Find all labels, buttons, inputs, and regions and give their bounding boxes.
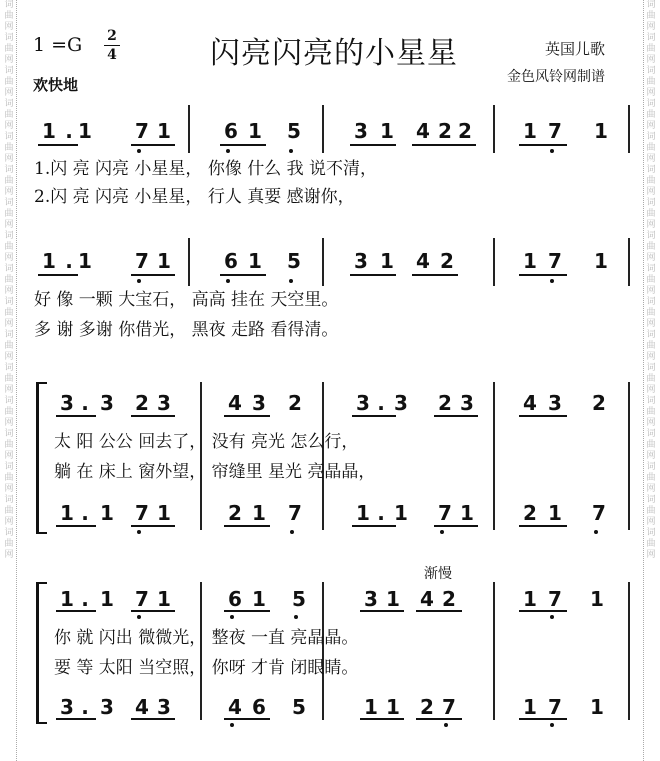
note: 3: [100, 695, 114, 719]
beam-underline: [416, 610, 462, 612]
barline: [322, 105, 324, 153]
watermark-glyph: 曲: [4, 44, 14, 54]
note: 7: [592, 501, 606, 525]
note: 6: [224, 119, 238, 143]
watermark-glyph: 曲: [4, 539, 14, 549]
lyrics-verse-2: 躺 在 床上 窗外望， 帘缝里 星光 亮晶晶，: [54, 462, 376, 482]
watermark-glyph: 曲: [646, 506, 656, 516]
beam-underline: [56, 610, 96, 612]
note: 7: [548, 249, 562, 273]
octave-dot-low: [550, 615, 554, 619]
beam-underline: [131, 415, 175, 417]
barline: [322, 582, 324, 720]
watermark-glyph: 词: [646, 363, 656, 373]
note: 1: [594, 249, 608, 273]
watermark-glyph: 曲: [4, 275, 14, 285]
octave-dot-low: [137, 615, 141, 619]
key-signature: 1 =G: [33, 34, 83, 56]
watermark-glyph: 曲: [646, 77, 656, 87]
watermark-glyph: 曲: [4, 176, 14, 186]
beam-underline: [416, 718, 462, 720]
watermark-glyph: 曲: [646, 242, 656, 252]
octave-dot-low: [230, 615, 234, 619]
watermark-glyph: 网: [4, 187, 14, 197]
octave-dot-low: [294, 615, 298, 619]
note: 1: [460, 501, 474, 525]
beam-underline: [56, 718, 96, 720]
note: 4: [416, 249, 430, 273]
beam-underline: [131, 274, 175, 276]
watermark-glyph: 词: [4, 165, 14, 175]
watermark-glyph: 词: [646, 0, 656, 10]
watermark-glyph: 曲: [646, 539, 656, 549]
watermark-glyph: 词: [4, 462, 14, 472]
lyrics-verse-2: 2.闪 亮 闪亮 小星星， 行人 真要 感谢你，: [34, 187, 355, 207]
barline: [493, 582, 495, 720]
watermark-glyph: 词: [4, 231, 14, 241]
note: 2: [592, 391, 606, 415]
note: 1: [78, 249, 92, 273]
note: 7: [288, 501, 302, 525]
octave-dot-low: [290, 530, 294, 534]
augmentation-dot: .: [81, 391, 89, 415]
watermark-glyph: 词: [4, 66, 14, 76]
note: 6: [228, 587, 242, 611]
note: 4: [416, 119, 430, 143]
watermark-glyph: 曲: [646, 308, 656, 318]
watermark-glyph: 网: [646, 418, 656, 428]
watermark-glyph: 网: [4, 550, 14, 560]
watermark-glyph: 网: [4, 154, 14, 164]
watermark-glyph: 词: [646, 396, 656, 406]
watermark-glyph: 曲: [646, 440, 656, 450]
lyrics-verse-1: 1.闪 亮 闪亮 小星星， 你像 什么 我 说不清，: [34, 159, 378, 179]
beam-underline: [519, 274, 567, 276]
watermark-glyph: 曲: [4, 110, 14, 120]
beam-underline: [412, 274, 458, 276]
beam-underline: [131, 525, 175, 527]
composer: 英国儿歌: [545, 40, 606, 58]
watermark-glyph: 网: [646, 517, 656, 527]
barline: [30, 238, 32, 286]
time-signature: [104, 28, 120, 63]
watermark-glyph: 网: [4, 22, 14, 32]
note: 1: [42, 119, 56, 143]
beam-underline: [56, 525, 96, 527]
beam-underline: [224, 718, 270, 720]
watermark-glyph: 网: [4, 253, 14, 263]
octave-dot-low: [550, 149, 554, 153]
dynamics-marking: 渐慢: [424, 566, 452, 582]
note: 4: [228, 391, 242, 415]
note: 4: [228, 695, 242, 719]
watermark-glyph: 网: [646, 154, 656, 164]
watermark-glyph: 词: [646, 297, 656, 307]
watermark-glyph: 词: [4, 363, 14, 373]
note: 5: [292, 587, 306, 611]
watermark-glyph: 曲: [4, 11, 14, 21]
note: 1: [42, 249, 56, 273]
barline: [628, 382, 630, 530]
watermark-glyph: 网: [646, 187, 656, 197]
watermark-glyph: 词: [4, 396, 14, 406]
octave-dot-low: [550, 279, 554, 283]
watermark-glyph: 曲: [4, 242, 14, 252]
watermark-glyph: 曲: [646, 143, 656, 153]
watermark-glyph: 词: [4, 132, 14, 142]
barline: [188, 238, 190, 286]
watermark-glyph: 网: [646, 550, 656, 560]
watermark-glyph: 网: [646, 286, 656, 296]
watermark-glyph: 曲: [4, 374, 14, 384]
beam-underline: [220, 144, 266, 146]
watermark-glyph: 词: [646, 264, 656, 274]
watermark-glyph: 网: [4, 484, 14, 494]
watermark-glyph: 网: [646, 319, 656, 329]
note: 6: [224, 249, 238, 273]
augmentation-dot: .: [65, 249, 73, 273]
watermark-glyph: 网: [646, 22, 656, 32]
beam-underline: [434, 415, 478, 417]
note: 3: [460, 391, 474, 415]
watermark-glyph: 网: [4, 418, 14, 428]
watermark-glyph: 曲: [4, 341, 14, 351]
augmentation-dot: .: [81, 501, 89, 525]
octave-dot-low: [440, 530, 444, 534]
watermark-glyph: 曲: [646, 275, 656, 285]
octave-dot-low: [594, 530, 598, 534]
watermark-left: [2, 0, 16, 761]
note: 3: [356, 391, 370, 415]
watermark-glyph: 曲: [4, 473, 14, 483]
barline: [628, 582, 630, 720]
watermark-glyph: 曲: [4, 77, 14, 87]
note: 1: [157, 249, 171, 273]
octave-dot-low: [550, 723, 554, 727]
note: 7: [438, 501, 452, 525]
barline: [493, 105, 495, 153]
note: 1: [60, 501, 74, 525]
note: 1: [523, 695, 537, 719]
note: 2: [442, 587, 456, 611]
watermark-glyph: 词: [646, 66, 656, 76]
beam-underline: [360, 610, 404, 612]
note: 7: [135, 501, 149, 525]
watermark-glyph: 词: [646, 429, 656, 439]
barline: [628, 238, 630, 286]
note: 2: [420, 695, 434, 719]
note: 4: [523, 391, 537, 415]
beam-underline: [38, 144, 78, 146]
watermark-glyph: 网: [646, 88, 656, 98]
barline: [493, 382, 495, 530]
note: 1: [356, 501, 370, 525]
beam-underline: [224, 415, 270, 417]
note: 1: [590, 695, 604, 719]
note: 3: [364, 587, 378, 611]
watermark-glyph: 曲: [4, 308, 14, 318]
note: 1: [100, 587, 114, 611]
beam-underline: [434, 525, 478, 527]
note: 3: [60, 391, 74, 415]
watermark-glyph: 网: [4, 352, 14, 362]
note: 2: [438, 391, 452, 415]
note: 1: [60, 587, 74, 611]
watermark-glyph: 词: [646, 330, 656, 340]
note: 4: [420, 587, 434, 611]
watermark-glyph: 网: [4, 220, 14, 230]
beam-underline: [131, 144, 175, 146]
watermark-glyph: 曲: [4, 440, 14, 450]
beam-underline: [224, 525, 270, 527]
note: 6: [252, 695, 266, 719]
lyrics-verse-1: 太 阳 公公 回去了， 没有 亮光 怎么行，: [54, 432, 359, 452]
note: 3: [252, 391, 266, 415]
watermark-glyph: 网: [4, 517, 14, 527]
beam-underline: [350, 274, 396, 276]
note: 1: [380, 119, 394, 143]
watermark-glyph: 网: [4, 88, 14, 98]
note: 1: [157, 501, 171, 525]
watermark-glyph: 曲: [4, 209, 14, 219]
watermark-glyph: 网: [646, 220, 656, 230]
watermark-glyph: 曲: [646, 341, 656, 351]
note: 1: [394, 501, 408, 525]
watermark-glyph: 词: [4, 528, 14, 538]
note: 5: [287, 249, 301, 273]
note: 1: [78, 119, 92, 143]
beam-underline: [220, 274, 266, 276]
watermark-glyph: 网: [4, 121, 14, 131]
note: 1: [252, 501, 266, 525]
octave-dot-low: [289, 279, 293, 283]
watermark-glyph: 曲: [646, 11, 656, 21]
octave-dot-low: [230, 723, 234, 727]
beam-underline: [131, 610, 175, 612]
note: 1: [523, 119, 537, 143]
note: 4: [135, 695, 149, 719]
octave-dot-low: [289, 149, 293, 153]
barline: [200, 582, 202, 720]
watermark-glyph: 词: [4, 429, 14, 439]
watermark-glyph: 网: [646, 451, 656, 461]
beam-underline: [519, 415, 567, 417]
beam-underline: [352, 525, 396, 527]
note: 7: [548, 587, 562, 611]
note: 3: [354, 249, 368, 273]
watermark-glyph: 网: [4, 319, 14, 329]
watermark-glyph: 网: [646, 352, 656, 362]
watermark-glyph: 曲: [4, 407, 14, 417]
watermark-glyph: 词: [4, 495, 14, 505]
watermark-glyph: 词: [646, 231, 656, 241]
watermark-glyph: 词: [646, 462, 656, 472]
note: 1: [548, 501, 562, 525]
octave-dot-low: [226, 279, 230, 283]
watermark-glyph: 词: [646, 528, 656, 538]
watermark-glyph: 词: [4, 99, 14, 109]
beam-underline: [224, 610, 270, 612]
beam-underline: [350, 144, 396, 146]
time-signature-bar: [104, 45, 120, 46]
note: 3: [157, 695, 171, 719]
note: 1: [157, 587, 171, 611]
beam-underline: [360, 718, 404, 720]
note: 2: [228, 501, 242, 525]
octave-dot-low: [444, 723, 448, 727]
beam-underline: [519, 525, 567, 527]
watermark-glyph: 网: [646, 121, 656, 131]
augmentation-dot: .: [377, 501, 385, 525]
watermark-glyph: 曲: [646, 407, 656, 417]
note: 2: [440, 249, 454, 273]
watermark-glyph: 词: [4, 330, 14, 340]
watermark-glyph: 词: [646, 99, 656, 109]
lyrics-verse-2: 要 等 太阳 当空照， 你呀 才肯 闭眼睛。: [54, 658, 359, 678]
note: 2: [288, 391, 302, 415]
watermark-glyph: 词: [646, 165, 656, 175]
note: 7: [548, 119, 562, 143]
note: 1: [248, 119, 262, 143]
octave-dot-low: [137, 279, 141, 283]
note: 3: [157, 391, 171, 415]
watermark-glyph: 曲: [646, 209, 656, 219]
note: 1: [380, 249, 394, 273]
barline: [200, 382, 202, 530]
note: 3: [100, 391, 114, 415]
beam-underline: [352, 415, 396, 417]
beam-underline: [412, 144, 476, 146]
barline: [322, 238, 324, 286]
note: 2: [458, 119, 472, 143]
time-signature-bottom: 4: [107, 47, 117, 63]
barline: [188, 105, 190, 153]
note: 2: [523, 501, 537, 525]
lyrics-verse-1: 好 像 一颗 大宝石， 高高 挂在 天空里。: [34, 290, 339, 310]
augmentation-dot: .: [81, 695, 89, 719]
barline: [628, 105, 630, 153]
lyrics-verse-1: 你 就 闪出 微微光， 整夜 一直 亮晶晶。: [54, 628, 359, 648]
note: 1: [594, 119, 608, 143]
note: 7: [548, 695, 562, 719]
note: 7: [442, 695, 456, 719]
watermark-glyph: 网: [646, 55, 656, 65]
barline: [30, 105, 32, 153]
song-title: 闪亮闪亮的小星星: [210, 36, 458, 71]
note: 1: [100, 501, 114, 525]
system-brace: [36, 382, 47, 534]
watermark-glyph: 词: [4, 33, 14, 43]
time-signature-top: 2: [107, 28, 117, 44]
note: 1: [590, 587, 604, 611]
note: 1: [157, 119, 171, 143]
watermark-glyph: 词: [4, 264, 14, 274]
note: 1: [523, 587, 537, 611]
augmentation-dot: .: [65, 119, 73, 143]
watermark-glyph: 网: [4, 286, 14, 296]
note: 1: [364, 695, 378, 719]
lyrics-verse-2: 多 谢 多谢 你借光， 黑夜 走路 看得清。: [34, 320, 339, 340]
watermark-glyph: 网: [646, 253, 656, 263]
note: 2: [438, 119, 452, 143]
system-brace: [36, 582, 47, 724]
note: 3: [354, 119, 368, 143]
watermark-glyph: 词: [4, 0, 14, 10]
watermark-glyph: 词: [4, 297, 14, 307]
left-border: [16, 0, 17, 761]
barline: [493, 238, 495, 286]
watermark-right: [644, 0, 658, 761]
watermark-glyph: 曲: [646, 374, 656, 384]
note: 2: [135, 391, 149, 415]
octave-dot-low: [137, 530, 141, 534]
watermark-glyph: 曲: [646, 44, 656, 54]
watermark-glyph: 曲: [646, 176, 656, 186]
note: 1: [523, 249, 537, 273]
watermark-glyph: 曲: [646, 473, 656, 483]
watermark-glyph: 曲: [646, 110, 656, 120]
note: 7: [135, 249, 149, 273]
augmentation-dot: .: [377, 391, 385, 415]
tempo-marking: 欢快地: [33, 76, 79, 94]
watermark-glyph: 词: [646, 198, 656, 208]
note: 1: [386, 587, 400, 611]
octave-dot-low: [226, 149, 230, 153]
beam-underline: [519, 610, 567, 612]
beam-underline: [38, 274, 78, 276]
watermark-glyph: 曲: [4, 143, 14, 153]
watermark-glyph: 网: [646, 484, 656, 494]
note: 7: [135, 587, 149, 611]
beam-underline: [519, 718, 567, 720]
watermark-glyph: 网: [4, 451, 14, 461]
note: 5: [287, 119, 301, 143]
watermark-glyph: 网: [4, 55, 14, 65]
note: 3: [60, 695, 74, 719]
beam-underline: [131, 718, 175, 720]
watermark-glyph: 网: [4, 385, 14, 395]
note: 7: [135, 119, 149, 143]
note: 5: [292, 695, 306, 719]
note: 1: [252, 587, 266, 611]
note: 1: [386, 695, 400, 719]
beam-underline: [519, 144, 567, 146]
octave-dot-low: [137, 149, 141, 153]
watermark-glyph: 词: [646, 33, 656, 43]
augmentation-dot: .: [81, 587, 89, 611]
note: 3: [394, 391, 408, 415]
watermark-glyph: 词: [4, 198, 14, 208]
watermark-glyph: 词: [646, 132, 656, 142]
watermark-glyph: 词: [646, 495, 656, 505]
watermark-glyph: 网: [646, 385, 656, 395]
watermark-glyph: 曲: [4, 506, 14, 516]
arranger: 金色风铃网制谱: [507, 69, 605, 85]
barline: [322, 382, 324, 530]
note: 1: [248, 249, 262, 273]
beam-underline: [56, 415, 96, 417]
note: 3: [548, 391, 562, 415]
